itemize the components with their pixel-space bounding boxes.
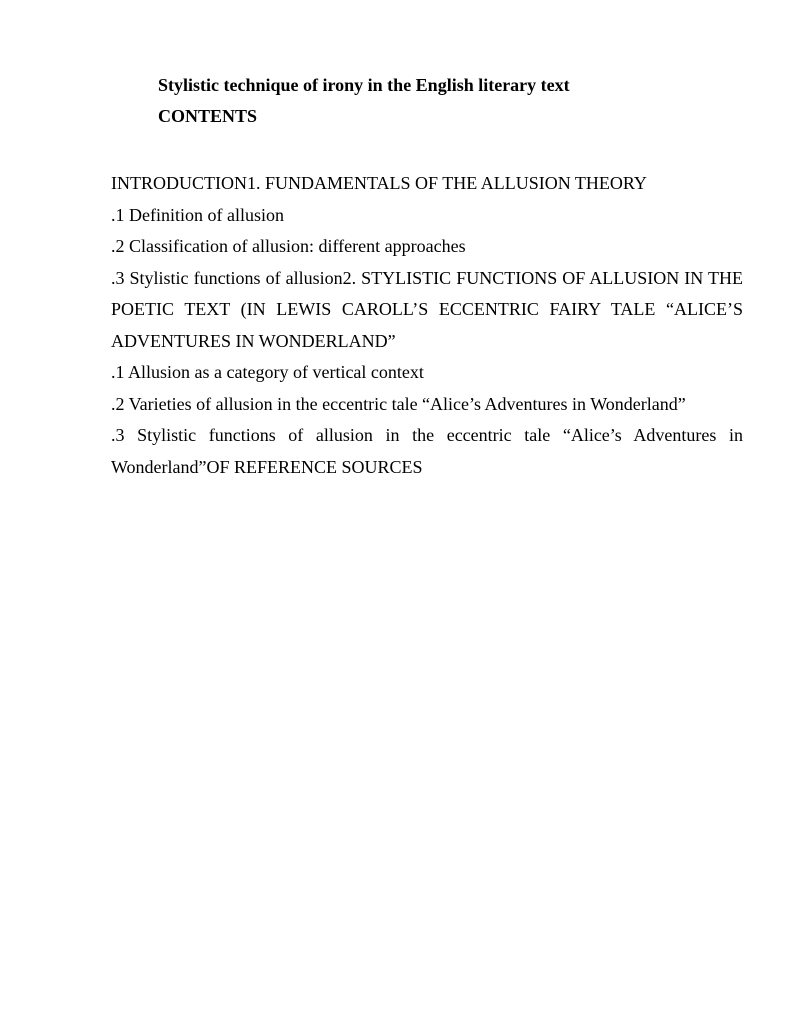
toc-entry-2-2: .2 Varieties of allusion in the eccentric tale “Alice’s Adventures in Wonderland” xyxy=(111,393,686,414)
toc-entry-introduction: INTRODUCTION1. FUNDAMENTALS OF THE ALLUSION THEORY xyxy=(111,173,647,193)
table-of-contents xyxy=(111,168,743,483)
toc-entry-1-2: .2 Classification of allusion: different approaches xyxy=(111,236,466,256)
document-title: Stylistic technique of irony in the English literary text xyxy=(158,75,570,95)
toc-entry-1-3: .3 Stylistic functions of allusion2. STYLISTIC FUNCTIONS OF ALLUSION IN THE POETIC TEXT (IN LEWIS CAROLL’S ECCENTRIC FAIRY TALE “ALICE’S ADVENTURES IN WONDERLAND” xyxy=(111,267,743,351)
contents-heading: CONTENTS xyxy=(158,106,258,126)
toc-entry-2-3: .3 Stylistic functions of allusion in the eccentric tale “Alice’s Adventures in Wonderland”OF REFERENCE SOURCES xyxy=(111,425,743,477)
toc-entry-2-1: .1 Allusion as a category of vertical context xyxy=(111,362,424,382)
toc-entry-1-1: .1 Definition of allusion xyxy=(111,204,284,225)
